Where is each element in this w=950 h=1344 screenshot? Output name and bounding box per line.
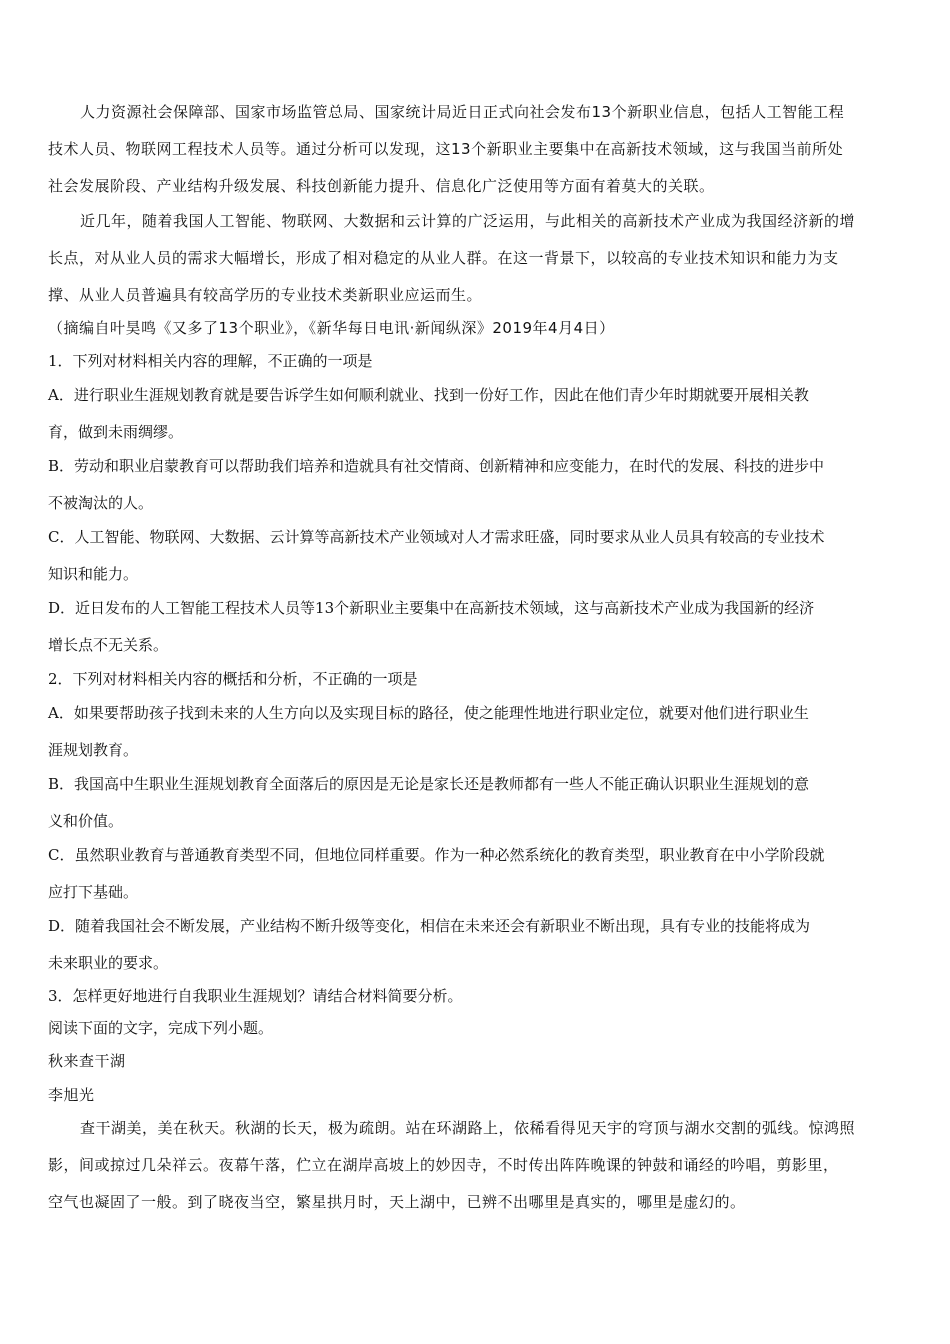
question-1-option-a-line2: 育，做到未雨绸缪。 xyxy=(48,423,184,441)
reading-author: 李旭光 xyxy=(48,1086,95,1104)
question-1-option-a-line1: A．进行职业生涯规划教育就是要告诉学生如何顺利就业、找到一份好工作，因此在他们青少年时期就要开展相关教 xyxy=(48,386,809,404)
reading-p1-line1: 查干湖美，美在秋天。秋湖的长天，极为疏朗。站在环湖路上，依稀看得见天宇的穹顶与湖水交割的弧线。惊鸿照 xyxy=(80,1119,856,1137)
passage1-p2-line3: 撑、从业人员普遍具有较高学历的专业技术类新职业应运而生。 xyxy=(48,286,483,304)
question-1-option-d-line1: D．近日发布的人工智能工程技术人员等13个新职业主要集中在高新技术领域，这与高新技术产业成为我国新的经济 xyxy=(48,599,815,617)
reading-p1-line3: 空气也凝固了一般。到了晓夜当空，繁星拱月时，天上湖中，已辨不出哪里是真实的，哪里是虚幻的。 xyxy=(48,1193,746,1211)
question-2-stem: 2．下列对材料相关内容的概括和分析，不正确的一项是 xyxy=(48,670,418,688)
question-1-option-b-line2: 不被淘汰的人。 xyxy=(48,494,154,512)
reading-title: 秋来查干湖 xyxy=(48,1052,126,1070)
question-1-option-d-line2: 增长点不无关系。 xyxy=(48,636,169,654)
question-1-stem: 1．下列对材料相关内容的理解，不正确的一项是 xyxy=(48,352,373,370)
passage1-p1-line3: 社会发展阶段、产业结构升级发展、科技创新能力提升、信息化广泛使用等方面有着莫大的关联。 xyxy=(48,177,715,195)
question-2-option-c-line1: C．虽然职业教育与普通教育类型不同，但地位同样重要。作为一种必然系统化的教育类型，职业教育在中小学阶段就 xyxy=(48,846,825,864)
passage1-p2-line2: 长点，对从业人员的需求大幅增长，形成了相对稳定的从业人群。在这一背景下，以较高的专业技术知识和能力为支 xyxy=(48,249,839,267)
passage1-p2-line1: 近几年，随着我国人工智能、物联网、大数据和云计算的广泛运用，与此相关的高新技术产业成为我国经济新的增 xyxy=(80,212,856,230)
question-2-option-c-line2: 应打下基础。 xyxy=(48,883,139,901)
passage1-source: （摘编自叶昊鸣《又多了13个职业》，《新华每日电讯·新闻纵深》2019年4月4日） xyxy=(48,319,615,337)
question-2-option-b-line2: 义和价值。 xyxy=(48,812,124,830)
passage1-p1-line2: 技术人员、物联网工程技术人员等。通过分析可以发现，这13个新职业主要集中在高新技术领域，这与我国当前所处 xyxy=(48,140,844,158)
passage1-p1-line1: 人力资源社会保障部、国家市场监管总局、国家统计局近日正式向社会发布13个新职业信息，包括人工智能工程 xyxy=(80,103,845,121)
question-2-option-a-line1: A．如果要帮助孩子找到未来的人生方向以及实现目标的路径，使之能理性地进行职业定位，就要对他们进行职业生 xyxy=(48,704,809,722)
question-2-option-d-line1: D．随着我国社会不断发展，产业结构不断升级等变化，相信在未来还会有新职业不断出现，具有专业的技能将成为 xyxy=(48,917,811,935)
question-1-option-c-line2: 知识和能力。 xyxy=(48,565,139,583)
question-1-option-b-line1: B．劳动和职业启蒙教育可以帮助我们培养和造就具有社交情商、创新精神和应变能力，在时代的发展、科技的进步中 xyxy=(48,457,825,475)
reading-p1-line2: 影，间或掠过几朵祥云。夜幕午落，伫立在湖岸高坡上的妙因寺，不时传出阵阵晚课的钟鼓和诵经的吟唱，剪影里， xyxy=(48,1156,839,1174)
question-2-option-d-line2: 未来职业的要求。 xyxy=(48,954,169,972)
question-2-option-a-line2: 涯规划教育。 xyxy=(48,741,139,759)
question-2-option-b-line1: B．我国高中生职业生涯规划教育全面落后的原因是无论是家长还是教师都有一些人不能正确认识职业生涯规划的意 xyxy=(48,775,810,793)
question-3: 3．怎样更好地进行自我职业生涯规划？请结合材料简要分析。 xyxy=(48,987,463,1005)
reading-instruction: 阅读下面的文字，完成下列小题。 xyxy=(48,1019,274,1037)
question-1-option-c-line1: C．人工智能、物联网、大数据、云计算等高新技术产业领域对人才需求旺盛，同时要求从业人员具有较高的专业技术 xyxy=(48,528,825,546)
